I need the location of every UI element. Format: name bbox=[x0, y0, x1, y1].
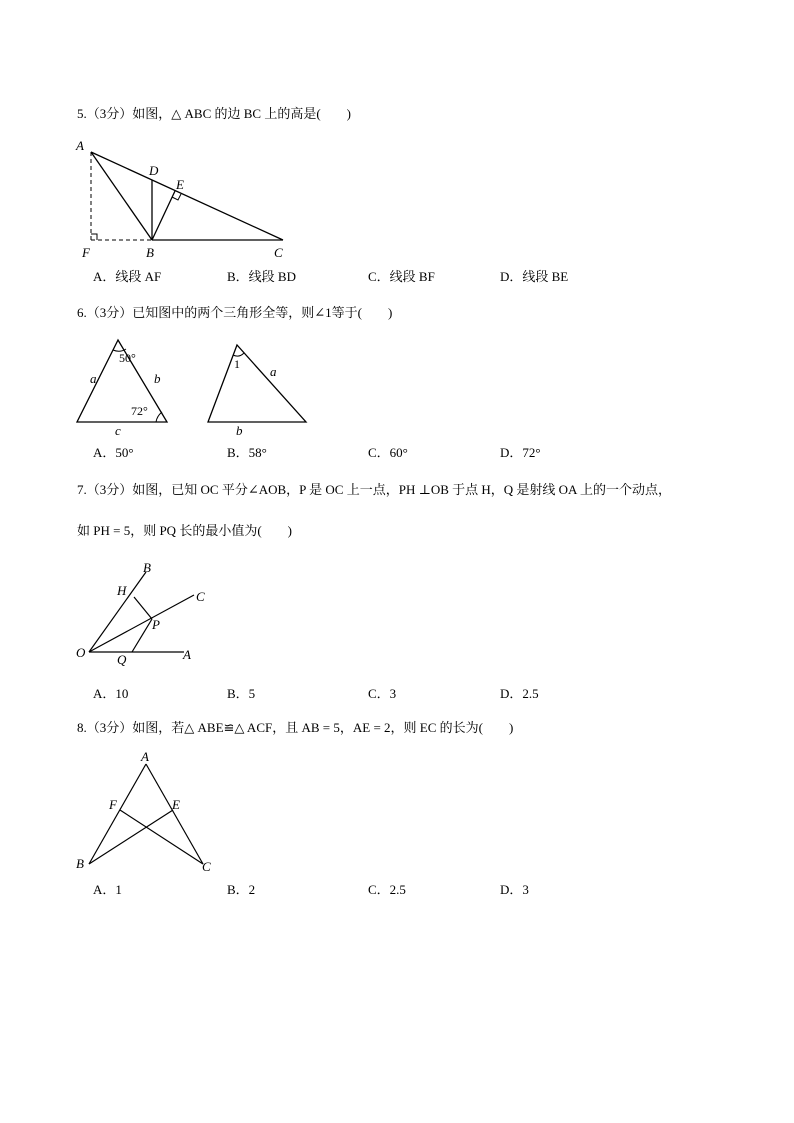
q8-figure bbox=[74, 748, 224, 880]
q8-text: 如图，若△ ABE≌△ ACF，且 AB = 5，AE = 2，则 EC 的长为( ) bbox=[132, 720, 514, 735]
q8-label-a: A bbox=[141, 749, 149, 764]
q6-triangle-right bbox=[208, 345, 306, 422]
q8-stem bbox=[77, 720, 513, 736]
q5-option-c: C．线段 BF bbox=[368, 269, 435, 284]
q5-label-a: A bbox=[76, 138, 84, 153]
q6-side-b-left: b bbox=[154, 371, 161, 386]
q6-side-c-left: c bbox=[115, 423, 121, 438]
q6-side-a-right: a bbox=[270, 364, 277, 379]
q7-score: （3分） bbox=[86, 482, 133, 497]
q8-label-f: F bbox=[109, 797, 117, 812]
q6-number: 6. bbox=[77, 305, 87, 320]
q7-text-1: 如图，已知 OC 平分∠AOB，P 是 OC 上一点，PH ⊥OB 于点 H，Q 是射线 OA 上的一个动点， bbox=[132, 482, 671, 497]
q6-side-b-right: b bbox=[236, 423, 243, 438]
q5-segment-be bbox=[152, 191, 175, 240]
q6-angle-arc-1 bbox=[233, 353, 244, 356]
q7-label-a: A bbox=[183, 647, 191, 662]
q7-stem-line1 bbox=[77, 482, 671, 498]
q5-segment-ac bbox=[91, 152, 283, 240]
q6-angle-top-label: 50° bbox=[119, 351, 136, 365]
q7-option-d: D．2.5 bbox=[500, 686, 539, 701]
q7-number: 7. bbox=[77, 482, 87, 497]
q6-option-d: D．72° bbox=[500, 445, 541, 460]
q6-figure-left bbox=[74, 334, 174, 440]
q8-option-d: D．3 bbox=[500, 882, 529, 897]
q5-option-b: B．线段 BD bbox=[227, 269, 296, 284]
q8-label-e: E bbox=[172, 797, 180, 812]
q7-label-h: H bbox=[117, 583, 127, 598]
q5-option-a: A．线段 AF bbox=[93, 269, 162, 284]
q7-segment-pq bbox=[132, 619, 152, 652]
q6-option-a: A．50° bbox=[93, 445, 134, 460]
q8-segment-ab bbox=[89, 764, 146, 864]
q5-label-b: B bbox=[146, 245, 154, 260]
q6-text: 已知图中的两个三角形全等，则∠1等于( ) bbox=[132, 305, 393, 320]
q7-figure bbox=[74, 560, 214, 670]
q5-segment-ab bbox=[91, 152, 152, 240]
q5-number: 5. bbox=[77, 106, 87, 121]
q6-option-c: C．60° bbox=[368, 445, 408, 460]
q8-score: （3分） bbox=[86, 720, 133, 735]
q5-right-angle-f bbox=[91, 234, 97, 240]
q7-option-b: B．5 bbox=[227, 686, 256, 701]
q7-label-q: Q bbox=[117, 652, 127, 667]
q5-text: 如图，△ ABC 的边 BC 上的高是( ) bbox=[132, 106, 351, 121]
q7-stem-line2: 如 PH = 5，则 PQ 长的最小值为( ) bbox=[77, 523, 292, 538]
q5-label-c: C bbox=[274, 245, 283, 260]
q5-label-f: F bbox=[82, 245, 90, 260]
q7-label-b: B bbox=[143, 560, 151, 575]
q7-segment-ph bbox=[134, 597, 152, 619]
q7-option-a: A．10 bbox=[93, 686, 129, 701]
q5-score: （3分） bbox=[86, 106, 133, 121]
q6-angle-arc-right bbox=[156, 412, 162, 422]
q6-figure-right bbox=[204, 334, 314, 440]
q8-label-c: C bbox=[202, 859, 211, 874]
q7-label-o: O bbox=[76, 645, 86, 660]
q6-angle-right-label: 72° bbox=[131, 404, 148, 418]
q6-option-b: B．58° bbox=[227, 445, 267, 460]
q5-stem bbox=[77, 106, 351, 122]
q7-label-p: P bbox=[152, 617, 160, 632]
q8-option-b: B．2 bbox=[227, 882, 256, 897]
q8-option-a: A．1 bbox=[93, 882, 122, 897]
q5-option-d: D．线段 BE bbox=[500, 269, 569, 284]
q5-label-e: E bbox=[176, 177, 184, 192]
q7-label-c: C bbox=[196, 589, 205, 604]
q6-side-a-left: a bbox=[90, 371, 97, 386]
q8-label-b: B bbox=[76, 856, 84, 871]
q5-label-d: D bbox=[149, 163, 159, 178]
q7-option-c: C．3 bbox=[368, 686, 397, 701]
q8-segment-ac bbox=[146, 764, 203, 864]
q8-number: 8. bbox=[77, 720, 87, 735]
q8-option-c: C．2.5 bbox=[368, 882, 406, 897]
q6-stem bbox=[77, 305, 392, 321]
q5-figure bbox=[74, 138, 304, 268]
q6-angle-1-label: 1 bbox=[234, 357, 240, 371]
q7-ray-oc bbox=[89, 595, 194, 652]
q6-score: （3分） bbox=[86, 305, 133, 320]
